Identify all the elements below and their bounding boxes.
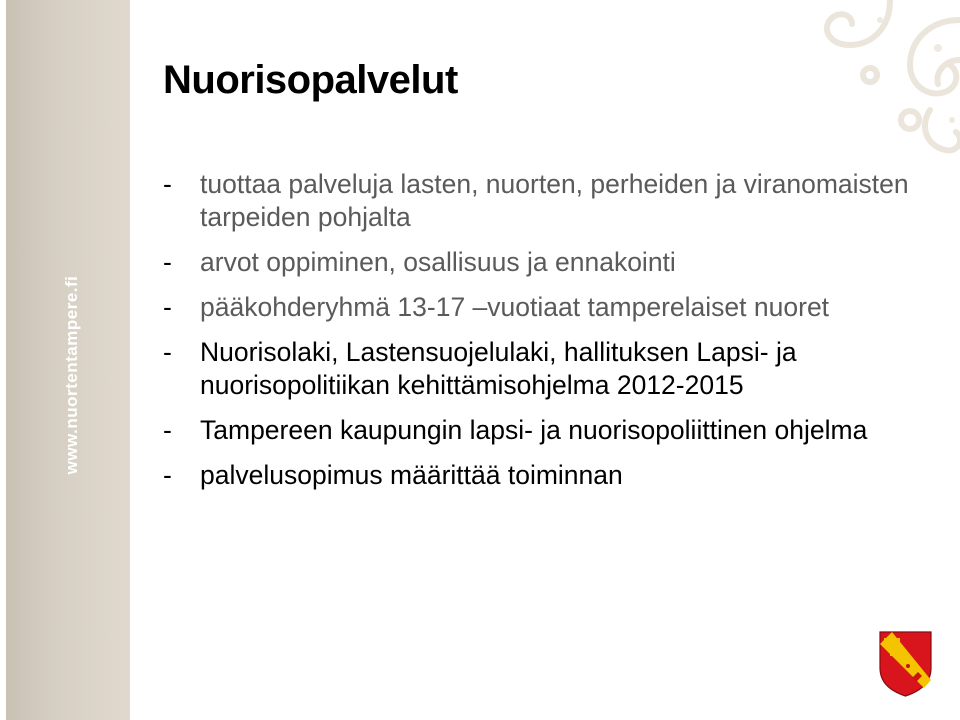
slide-title: Nuorisopalvelut: [163, 58, 458, 102]
bullet-text: Nuorisolaki, Lastensuojelulaki, hallituksen Lapsi- ja nuorisopolitiikan kehittämisohjelma 2012-2015: [200, 337, 797, 400]
bullet-text: pääkohderyhmä 13-17 –vuotiaat tamperelaiset nuoret: [200, 292, 830, 322]
bullet-marker: -: [163, 292, 172, 322]
bullet-text: arvot oppiminen, osallisuus ja ennakointi: [200, 247, 676, 277]
bullet-text: Tampereen kaupungin lapsi- ja nuorisopoliittinen ohjelma: [200, 415, 868, 445]
bullet-marker: -: [163, 247, 172, 277]
sidebar-url: www.nuortentampere.fi: [62, 275, 81, 475]
bullet-item: [163, 291, 923, 324]
bullet-item: [163, 336, 923, 402]
bullet-text: tuottaa palveluja lasten, nuorten, perheiden ja viranomaisten tarpeiden pohjalta: [200, 169, 909, 232]
bullet-marker: -: [163, 460, 172, 490]
tampere-coat-of-arms-icon: [878, 630, 933, 698]
bullet-text: palvelusopimus määrittää toiminnan: [200, 460, 623, 490]
bullet-marker: -: [163, 337, 172, 367]
bullet-item: [163, 246, 923, 279]
decorative-swirl-icon: [730, 0, 960, 160]
bullet-marker: -: [163, 169, 172, 199]
bullet-item: [163, 414, 923, 447]
bullet-item: [163, 459, 923, 492]
bullet-item: [163, 168, 923, 234]
bullet-list: [163, 168, 923, 504]
bullet-marker: -: [163, 415, 172, 445]
